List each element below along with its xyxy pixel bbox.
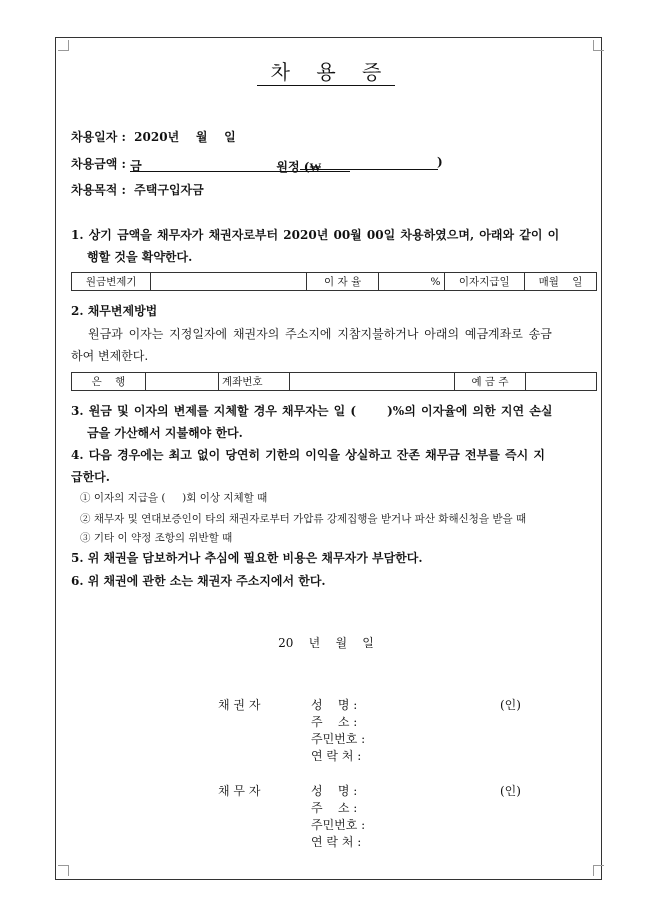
clause3-line1: 3. 원금 및 이자의 변제를 지체할 경우 채무자는 일 ( )%의 이자율에 의한 지연 손실 xyxy=(71,404,553,418)
debtor-contact-label: 연 락 처 : xyxy=(311,835,362,849)
interest-payday-label: 이자지급일 xyxy=(444,273,525,291)
clause2-line1: 원금과 이자는 지정일자에 채권자의 주소지에 지참지불하거나 아래의 예금계좌로 송금 xyxy=(88,327,552,341)
date-label: 차용일자 : xyxy=(71,130,126,144)
debtor-seal: (인) xyxy=(500,784,521,798)
bank-account-table xyxy=(71,372,597,391)
interest-payday-value: 매월 일 xyxy=(525,273,597,291)
interest-rate-label: 이 자 율 xyxy=(307,273,379,291)
clause1-line2: 행할 것을 확약한다. xyxy=(87,250,193,264)
amount-close: ) xyxy=(437,155,443,169)
bank-label: 은 행 xyxy=(72,373,146,391)
account-holder-label: 예 금 주 xyxy=(455,373,526,391)
debtor-role: 채 무 자 xyxy=(218,784,261,798)
clause1-line1: 1. 상기 금액을 채무자가 채권자로부터 2020년 00월 00일 차용하였으며, 아래와 같이 이 xyxy=(71,228,560,242)
date-row xyxy=(71,128,236,145)
clause5: 5. 위 채권을 담보하거나 추심에 필요한 비용은 채무자가 부담한다. xyxy=(71,551,423,565)
interest-rate-value: % xyxy=(379,273,444,291)
creditor-contact-label: 연 락 처 : xyxy=(311,749,362,763)
clause2-line2: 하여 변제한다. xyxy=(71,349,149,363)
creditor-id-label: 주민번호 : xyxy=(311,732,366,746)
clause6: 6. 위 채권에 관한 소는 채권자 주소지에서 한다. xyxy=(71,574,326,588)
account-number-label: 계좌번호 xyxy=(219,373,290,391)
amount-label: 차용금액 : xyxy=(71,157,126,171)
bank-value xyxy=(146,373,219,391)
creditor-address-label: 주 소 : xyxy=(311,715,358,729)
clause3-line2: 금을 가산해서 지불해야 한다. xyxy=(87,426,243,440)
corner-mark-top-left xyxy=(58,40,69,51)
purpose-value: 주택구입자금 xyxy=(134,183,204,197)
amount-prefix: 금 xyxy=(130,159,142,173)
principal-due-value xyxy=(151,273,307,291)
amount-won: 원정 (₩ xyxy=(276,160,322,174)
amount-number-underline xyxy=(300,169,438,170)
debtor-id-label: 주민번호 : xyxy=(311,818,366,832)
corner-mark-bottom-left xyxy=(58,865,69,876)
repayment-terms-table xyxy=(71,272,597,291)
clause2-heading: 2. 채무변제방법 xyxy=(71,304,158,318)
purpose-label: 차용목적 : xyxy=(71,183,126,197)
corner-mark-top-right xyxy=(593,40,604,51)
clause4-line1: 4. 다음 경우에는 최고 없이 당연히 기한의 이익을 상실하고 잔존 채무금 전부를 즉시 지 xyxy=(71,448,545,462)
creditor-name-label: 성 명 : xyxy=(311,698,358,712)
debtor-address-label: 주 소 : xyxy=(311,801,358,815)
purpose-row xyxy=(71,181,204,198)
clause4-line2: 급한다. xyxy=(71,470,110,484)
creditor-role: 채 권 자 xyxy=(218,698,261,712)
creditor-seal: (인) xyxy=(500,698,521,712)
account-holder-value xyxy=(526,373,597,391)
debtor-name-label: 성 명 : xyxy=(311,784,358,798)
account-number-value xyxy=(290,373,455,391)
clause4-item-1: ① 이자의 지급을 ( )회 이상 지체할 때 xyxy=(80,492,268,504)
principal-due-label: 원금변제기 xyxy=(72,273,151,291)
document-title: 차 용 증 xyxy=(0,56,652,85)
clause4-item-3: ③ 기타 이 약정 조항의 위반할 때 xyxy=(80,532,233,544)
corner-mark-bottom-right xyxy=(593,865,604,876)
signing-date: 20 년 월 일 xyxy=(278,636,374,650)
date-value: 2020년 월 일 xyxy=(134,130,236,144)
clause4-item-2: ② 채무자 및 연대보증인이 타의 채권자로부터 가압류 강제집행을 받거나 파산 화해신청을 받을 때 xyxy=(80,513,527,525)
